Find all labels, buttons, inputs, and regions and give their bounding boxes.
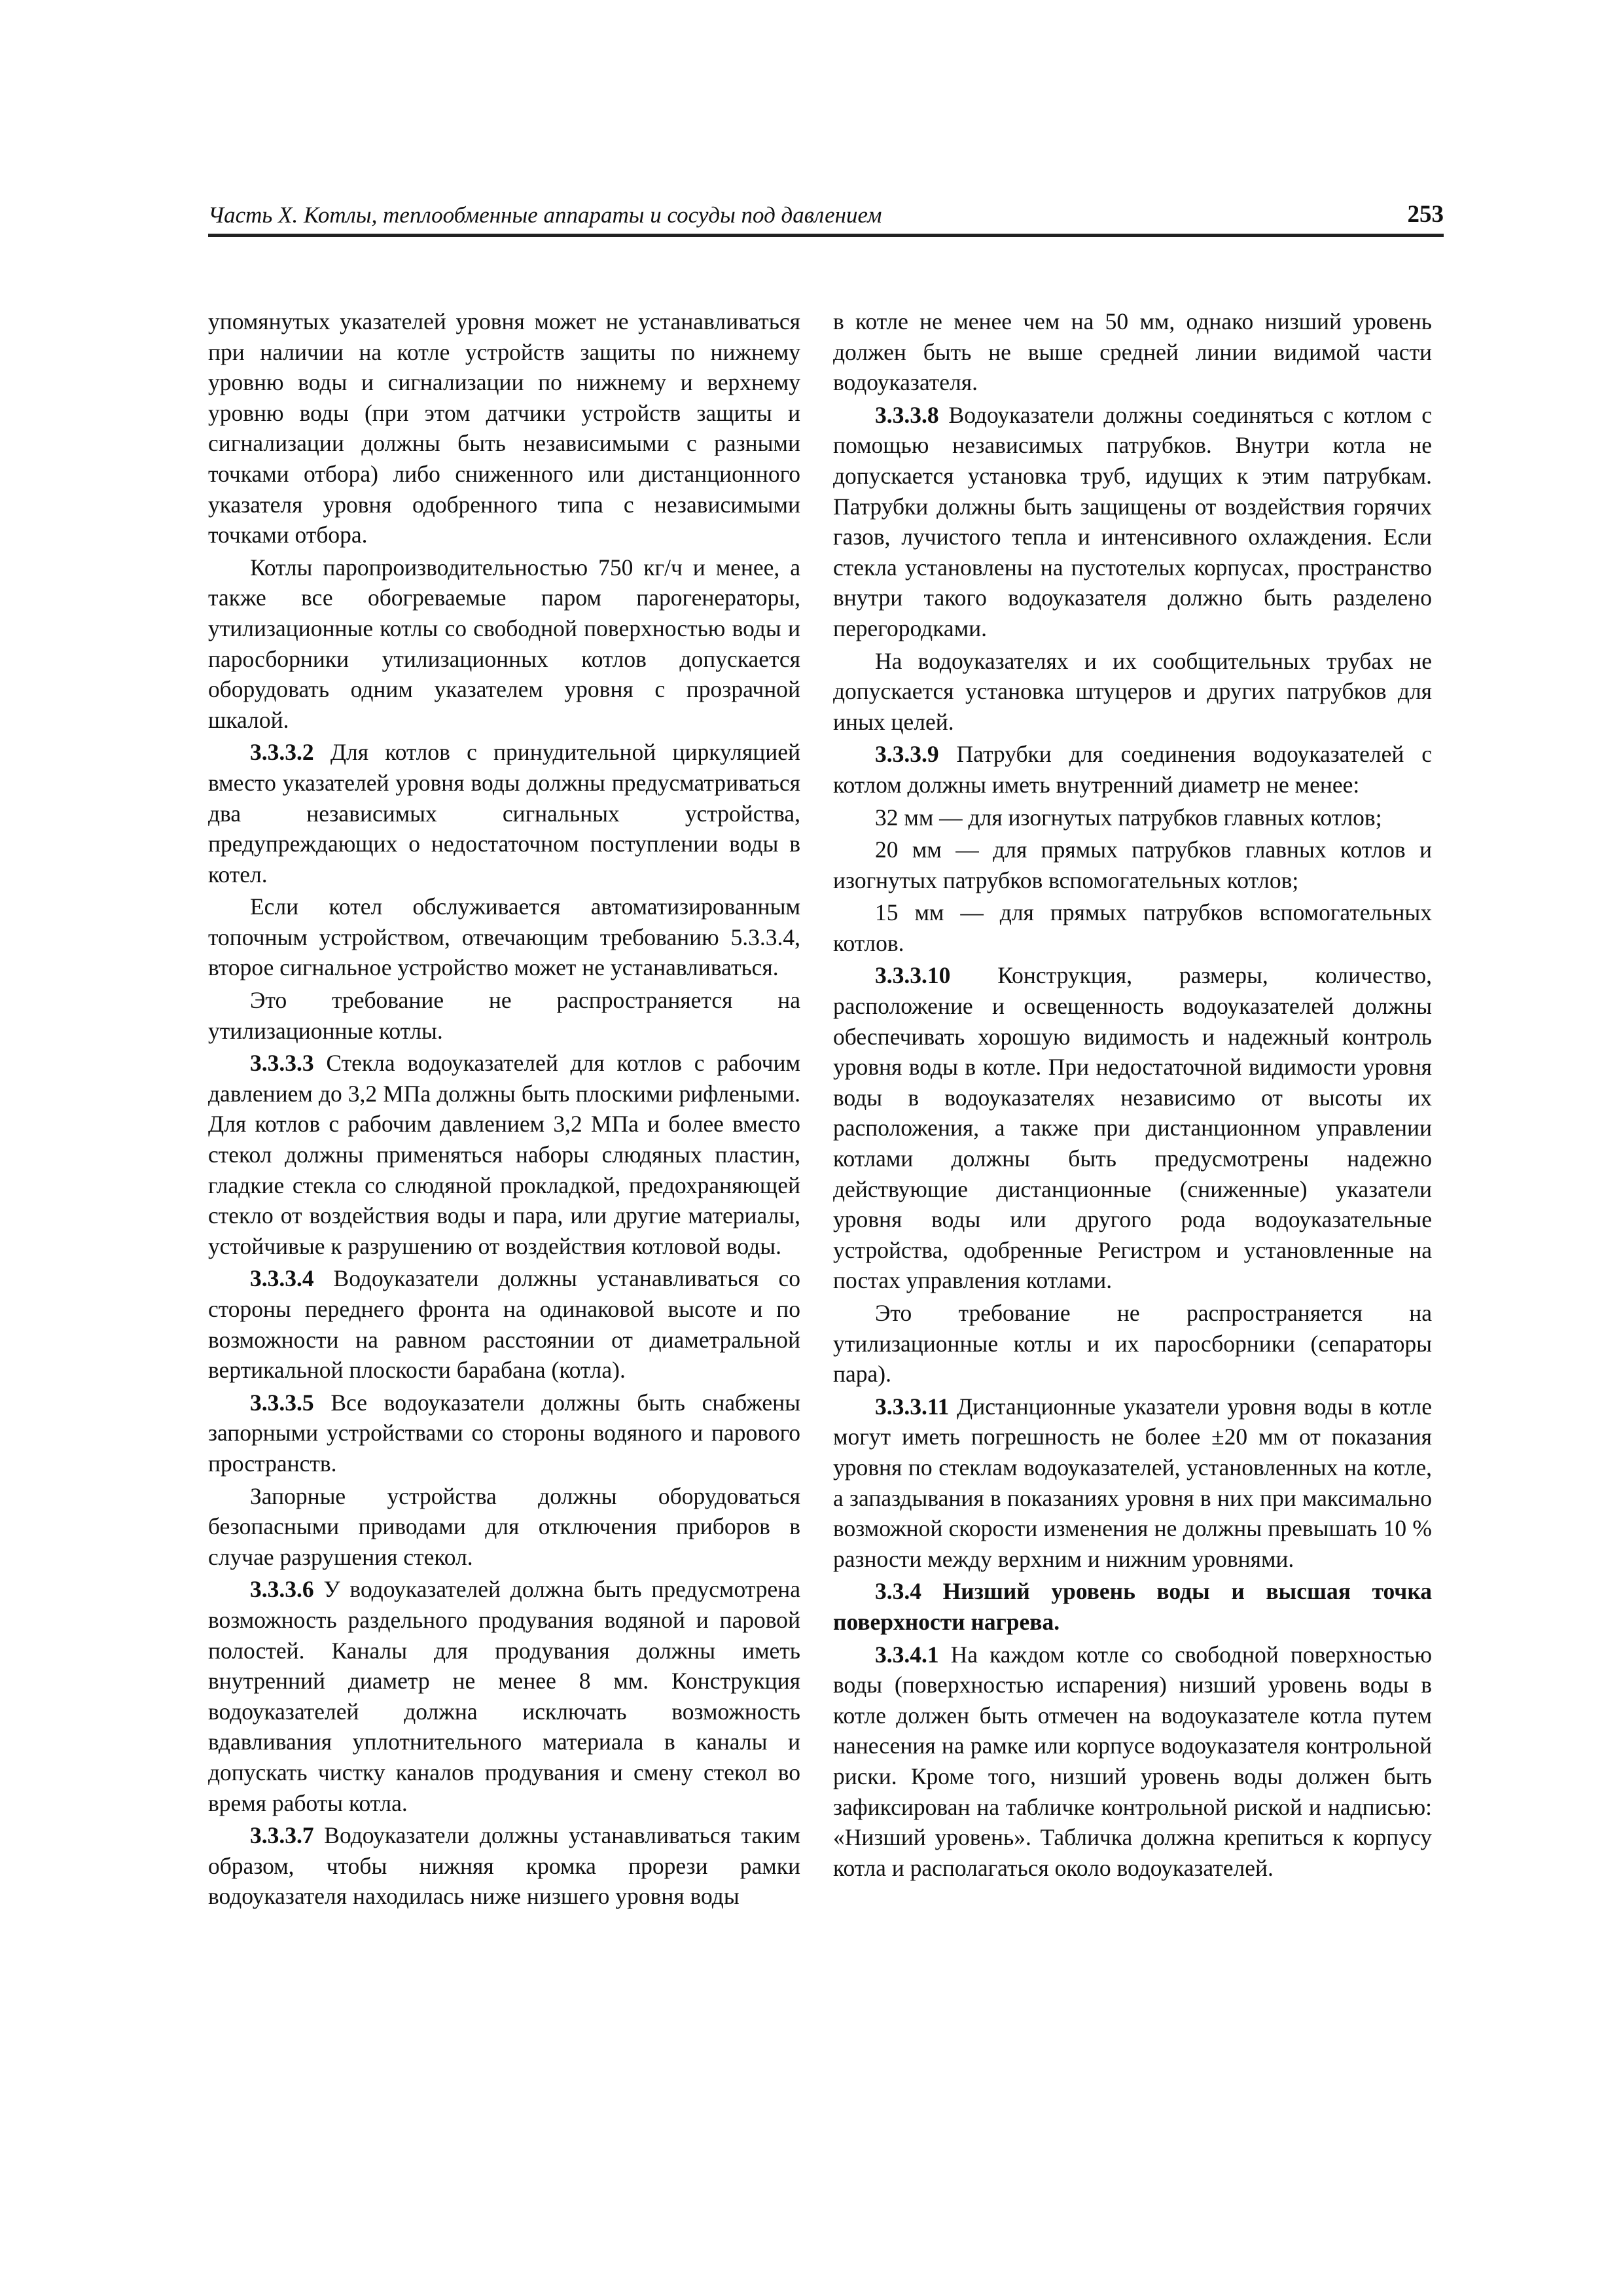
list-item: 15 мм — для прямых патрубков вспомогательных котлов. (833, 899, 1432, 956)
page-number: 253 (1407, 201, 1444, 228)
paragraph-3-3-3-10: 3.3.3.10 Конструкция, размеры, количество, расположение и освещенность водоуказателей должны обеспечивать хорошую видимость и надежный контроль уровня воды в котле. При недостаточной видимости уровня воды в водоуказателях независимо от высоты их расположения, а также при дистанционном управлении котлами должны быть предусмотрены надежно действующие дистанционные (сниженные) указатели уровня воды или другого рода водоуказательные устройства, одобренные Регистром и установленные на постах управления котлами. (833, 962, 1432, 1294)
paragraph: Котлы паропроизводительностью 750 кг/ч и менее, а также все обогреваемые паром парогенераторы, утилизационные котлы со свободной поверхностью воды и паросборники утилизационных котлов допускается оборудовать одним указателем уровня с прозрачной шкалой. (208, 554, 800, 733)
running-header (208, 194, 1444, 237)
header-title: Часть X. Котлы, теплообменные аппараты и сосуды под давлением (208, 202, 882, 228)
paragraph: упомянутых указателей уровня может не устанавливаться при наличии на котле устройств защиты по нижнему уровню воды и сигнализации по нижнему и верхнему уровню воды (при этом датчики устройств защиты и сигнализации должны быть независимыми с разными точками отбора) либо сниженного или дистанционного указателя уровня одобренного типа с независимыми точками отбора. (208, 308, 800, 548)
paragraph-3-3-3-4: 3.3.3.4 Водоуказатели должны устанавливаться со стороны переднего фронта на одинаковой высоте и по возможности на равном расстоянии от диаметральной вертикальной плоскости барабана (котла). (208, 1265, 800, 1384)
right-column (833, 306, 1432, 1885)
paragraph: Если котел обслуживается автоматизированным топочным устройством, отвечающим требованию 5.3.3.4, второе сигнальное устройство может не устанавливаться. (208, 893, 800, 981)
paragraph-3-3-3-2: 3.3.3.2 Для котлов с принудительной циркуляцией вместо указателей уровня воды должны предусматриваться два независимых сигнальных устройства, предупреждающих о недостаточном поступлении воды в котел. (208, 739, 800, 888)
left-column (208, 306, 800, 1914)
paragraph-3-3-3-8: 3.3.3.8 Водоуказатели должны соединяться с котлом с помощью независимых патрубков. Внутри котла не допускается установка труб, идущих к этим патрубкам. Патрубки должны быть защищены от воздействия горячих газов, лучистого тепла и интенсивного охлаждения. Если стекла установлены на пустотелых корпусах, пространство внутри такого водоуказателя должно быть разделено перегородками. (833, 401, 1432, 641)
section-heading-3-3-4: 3.3.4 Низший уровень воды и высшая точка поверхности нагрева. (833, 1578, 1432, 1635)
paragraph: в котле не менее чем на 50 мм, однако низший уровень должен быть не выше средней линии видимой части водоуказателя. (833, 308, 1432, 396)
paragraph: Запорные устройства должны оборудоваться безопасными приводами для отключения приборов в случае разрушения стекол. (208, 1482, 800, 1570)
list-item: 32 мм — для изогнутых патрубков главных котлов; (875, 804, 1382, 831)
paragraph-3-3-3-3: 3.3.3.3 Стекла водоуказателей для котлов с рабочим давлением до 3,2 МПа должны быть плоскими рифлеными. Для котлов с рабочим давлением 3,2 МПа и более вместо стекол должны применяться наборы слюдяных пластин, гладкие стекла со слюдяной прокладкой, предохраняющей стекло от воздействия воды и пара, или другие материалы, устойчивые к разрушению от воздействия котловой воды. (208, 1050, 800, 1259)
paragraph-3-3-3-11: 3.3.3.11 Дистанционные указатели уровня воды в котле могут иметь погрешность не более ±20 мм от показания уровня по стеклам водоуказателей, установленных на котле, а запаздывания в показаниях уровня в них при максимально возможной скорости изменения не должны превышать 10 % разности между верхним и нижним уровнями. (833, 1393, 1432, 1572)
paragraph-3-3-3-6: 3.3.3.6 У водоуказателей должна быть предусмотрена возможность раздельного продувания водяной и паровой полостей. Каналы для продувания должны иметь внутренний диаметр не менее 8 мм. Конструкция водоуказателей должна исключать возможность вдавливания уплотнительного материала в каналы и допускать чистку каналов продувания и смену стекол во время работы котла. (208, 1576, 800, 1816)
paragraph: Это требование не распространяется на утилизационные котлы. (208, 987, 800, 1044)
paragraph: На водоуказателях и их сообщительных трубах не допускается установка штуцеров и других патрубков для иных целей. (833, 647, 1432, 735)
paragraph-3-3-3-7: 3.3.3.7 Водоуказатели должны устанавливаться таким образом, чтобы нижняя кромка прорези рамки водоуказателя находилась ниже низшего уровня воды (208, 1822, 800, 1910)
paragraph: Это требование не распространяется на утилизационные котлы и их паросборники (сепараторы пара). (833, 1300, 1432, 1388)
paragraph-3-3-3-9: 3.3.3.9 Патрубки для соединения водоуказателей с котлом должны иметь внутренний диаметр не менее: (833, 741, 1432, 798)
paragraph-3-3-3-5: 3.3.3.5 Все водоуказатели должны быть снабжены запорными устройствами со стороны водяного и парового пространств. (208, 1389, 800, 1477)
list-item: 20 мм — для прямых патрубков главных котлов и изогнутых патрубков вспомогательных котлов; (833, 836, 1432, 893)
paragraph-3-3-4-1: 3.3.4.1 На каждом котле со свободной поверхностью воды (поверхностью испарения) низший уровень воды в котле должен быть отмечен на водоуказателе котла путем нанесения на рамке или корпусе водоуказателя контрольной риски. Кроме того, низший уровень воды должен быть зафиксирован на табличке контрольной риской и надписью: «Низший уровень». Табличка должна крепиться к корпусу котла и располагаться около водоуказателей. (833, 1641, 1432, 1881)
